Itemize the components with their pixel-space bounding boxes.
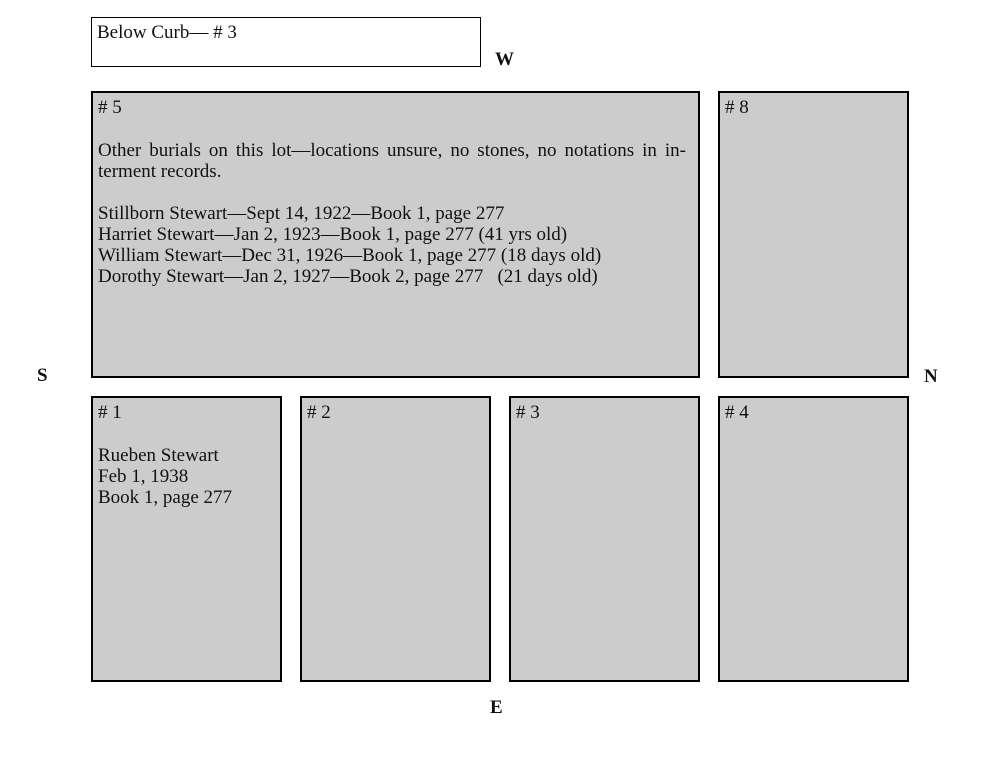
plot-note: Other burials on this lot—locations unsure, no stones, no notations in in-terment records.	[98, 140, 686, 182]
burial-entry: Harriet Stewart—Jan 2, 1923—Book 1, page 277 (41 yrs old)	[98, 224, 568, 245]
plot-number: # 8	[725, 97, 749, 118]
plot-number: # 2	[307, 402, 331, 423]
compass-west-label: W	[495, 49, 514, 70]
burial-entry: Stillborn Stewart—Sept 14, 1922—Book 1, page 277	[98, 203, 505, 224]
burial-entry: Dorothy Stewart—Jan 2, 1927—Book 2, page 277 (21 days old)	[98, 266, 598, 287]
below-curb-box	[91, 17, 481, 67]
plot-number: # 3	[516, 402, 540, 423]
plot-number: # 4	[725, 402, 749, 423]
burial-name: Rueben Stewart	[98, 445, 219, 466]
burial-record: Book 1, page 277	[98, 487, 233, 508]
below-curb-label: Below Curb— # 3	[97, 22, 237, 43]
plot-number: # 1	[98, 402, 122, 423]
plot-number: # 5	[98, 97, 122, 118]
plot-3	[509, 396, 700, 682]
plot-2	[300, 396, 491, 682]
compass-south-label: S	[37, 365, 48, 386]
plot-5	[91, 91, 700, 378]
compass-east-label: E	[490, 697, 503, 718]
plot-1	[91, 396, 282, 682]
burial-date: Feb 1, 1938	[98, 466, 189, 487]
compass-north-label: N	[924, 366, 938, 387]
plot-8	[718, 91, 909, 378]
burial-entry: William Stewart—Dec 31, 1926—Book 1, page 277 (18 days old)	[98, 245, 602, 266]
plot-4	[718, 396, 909, 682]
